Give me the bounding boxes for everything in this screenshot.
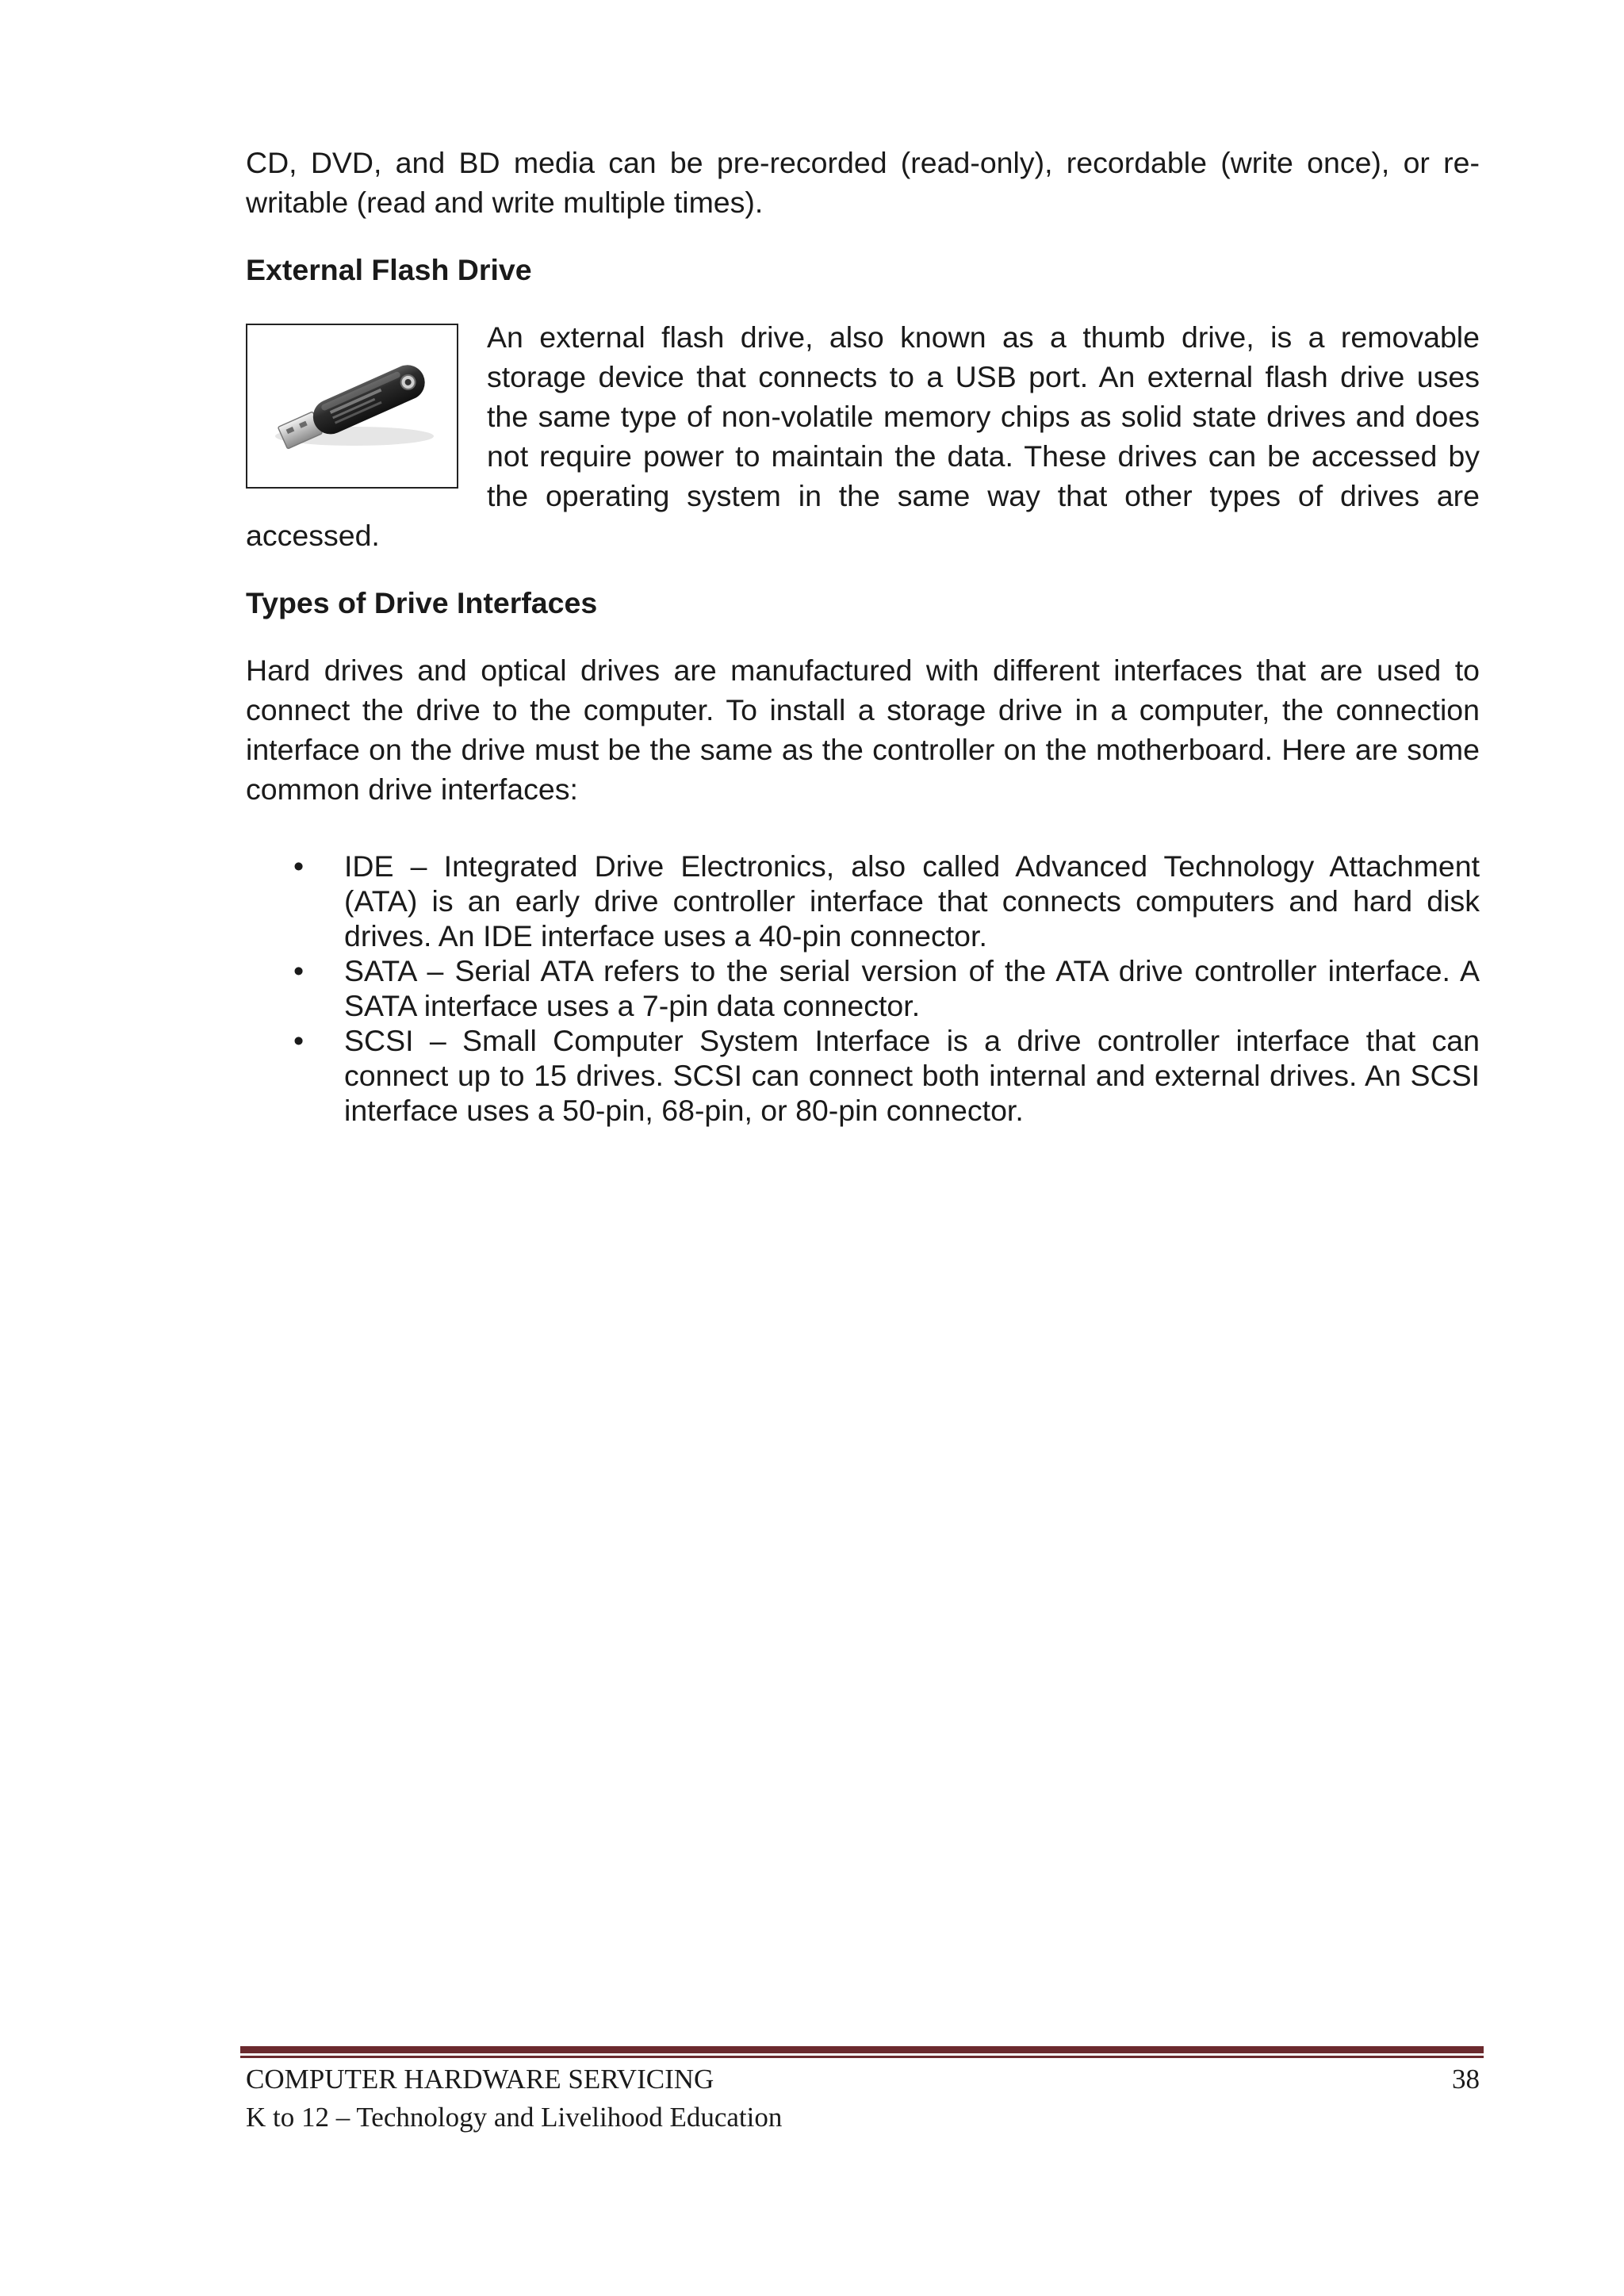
flash-drive-section [246, 317, 1480, 555]
page-content [246, 143, 1480, 1128]
flash-drive-image [246, 324, 458, 489]
interfaces-heading: Types of Drive Interfaces [246, 586, 598, 619]
list-item-text: IDE – Integrated Drive Electronics, also called Advanced Technology Attachment (ATA) is an early drive controller interface that connects computers and hard disk drives. An IDE interface uses a 40-pin connector. [344, 849, 1480, 953]
footer-subtitle: K to 12 – Technology and Livelihood Education [246, 2102, 783, 2133]
flash-drive-heading: External Flash Drive [246, 253, 532, 286]
flash-drive-description: An external flash drive, also known as a thumb drive, is a removable storage device that connects to a USB port. An external flash drive uses the same type of non-volatile memory chips as solid state drives and does not require power to maintain the data. These drives can be accessed by the operating system in the same way that other types of drives are accessed. [246, 320, 1480, 552]
footer-divider [240, 2046, 1484, 2058]
list-item-scsi [246, 1023, 1480, 1128]
bullet-icon: • [293, 1024, 304, 1057]
page-number: 38 [1452, 2064, 1480, 2095]
bullet-icon: • [293, 954, 304, 987]
usb-flash-drive-icon [247, 325, 457, 487]
interfaces-list [246, 849, 1480, 1128]
footer-divider-thin [240, 2056, 1484, 2058]
bullet-icon: • [293, 849, 304, 883]
page-footer [246, 2060, 1480, 2137]
footer-title: COMPUTER HARDWARE SERVICING [246, 2064, 714, 2095]
intro-paragraph: CD, DVD, and BD media can be pre-recorded (read-only), recordable (write once), or re-writable (read and write multiple times). [246, 146, 1480, 219]
list-item-sata [246, 953, 1480, 1023]
footer-divider-thick [240, 2046, 1484, 2053]
interfaces-intro-paragraph: Hard drives and optical drives are manufactured with different interfaces that are used to connect the drive to the computer. To install a storage drive in a computer, the connection interface on the drive must be the same as the controller on the motherboard. Here are some common drive interfaces: [246, 654, 1480, 806]
list-item-text: SCSI – Small Computer System Interface is a drive controller interface that can connect up to 15 drives. SCSI can connect both internal and external drives. An SCSI interface uses a 50-pin, 68-pin, or 80-pin connector. [344, 1024, 1480, 1127]
list-item-text: SATA – Serial ATA refers to the serial version of the ATA drive controller interface. A SATA interface uses a 7-pin data connector. [344, 954, 1480, 1022]
list-item-ide [246, 849, 1480, 953]
